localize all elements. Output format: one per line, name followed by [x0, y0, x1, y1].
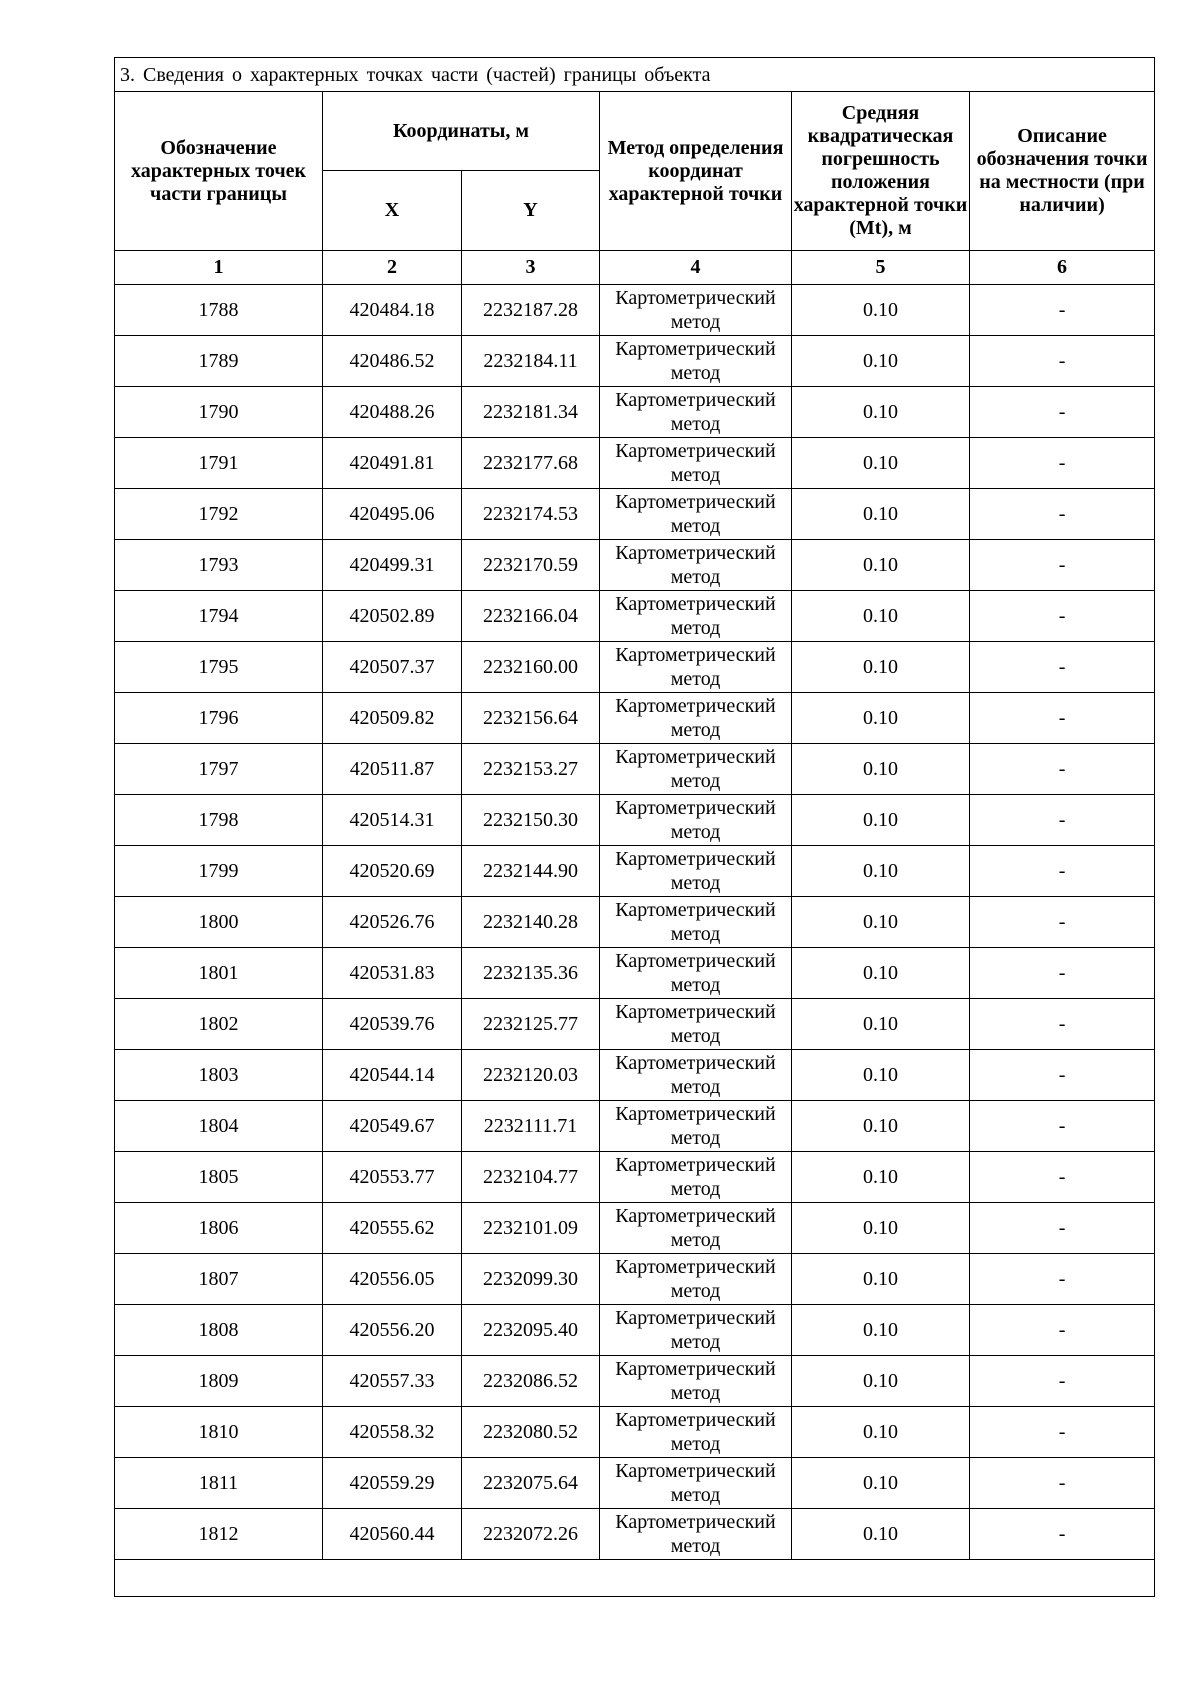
- point-number-cell: 1809: [115, 1356, 323, 1407]
- table-row: [115, 693, 1155, 744]
- mt-error-cell: 0.10: [792, 540, 970, 591]
- x-coordinate-cell: 420488.26: [323, 387, 462, 438]
- y-coordinate-cell: 2232184.11: [462, 336, 600, 387]
- mt-error-cell: 0.10: [792, 438, 970, 489]
- table-row: [115, 1050, 1155, 1101]
- description-cell: -: [970, 744, 1155, 795]
- y-coordinate-cell: 2232181.34: [462, 387, 600, 438]
- table-row: [115, 1407, 1155, 1458]
- point-number-cell: 1806: [115, 1203, 323, 1254]
- description-cell: -: [970, 540, 1155, 591]
- description-cell: -: [970, 1458, 1155, 1509]
- point-number-cell: 1796: [115, 693, 323, 744]
- point-number-cell: 1804: [115, 1101, 323, 1152]
- method-cell: Картометрический метод: [600, 1407, 792, 1458]
- description-cell: -: [970, 387, 1155, 438]
- method-cell: Картометрический метод: [600, 1050, 792, 1101]
- x-coordinate-cell: 420556.20: [323, 1305, 462, 1356]
- x-coordinate-cell: 420531.83: [323, 948, 462, 999]
- mt-error-cell: 0.10: [792, 387, 970, 438]
- description-cell: -: [970, 1305, 1155, 1356]
- description-cell: -: [970, 489, 1155, 540]
- y-coordinate-cell: 2232111.71: [462, 1101, 600, 1152]
- description-cell: -: [970, 591, 1155, 642]
- table-row: [115, 948, 1155, 999]
- point-number-cell: 1802: [115, 999, 323, 1050]
- method-cell: Картометрический метод: [600, 999, 792, 1050]
- description-cell: -: [970, 336, 1155, 387]
- method-cell: Картометрический метод: [600, 744, 792, 795]
- x-coordinate-cell: 420511.87: [323, 744, 462, 795]
- column-number: 4: [600, 251, 792, 285]
- column-number-row: [115, 251, 1155, 285]
- x-coordinate-cell: 420509.82: [323, 693, 462, 744]
- description-cell: -: [970, 1356, 1155, 1407]
- description-cell: -: [970, 285, 1155, 336]
- point-number-cell: 1810: [115, 1407, 323, 1458]
- table-row: [115, 1356, 1155, 1407]
- x-coordinate-cell: 420484.18: [323, 285, 462, 336]
- boundary-points-table: [114, 57, 1155, 1597]
- method-cell: Картометрический метод: [600, 693, 792, 744]
- description-cell: -: [970, 1203, 1155, 1254]
- section-title: 3. Сведения о характерных точках части (частей) границы объекта: [115, 58, 1155, 92]
- table-row: [115, 540, 1155, 591]
- y-coordinate-cell: 2232095.40: [462, 1305, 600, 1356]
- y-coordinate-cell: 2232156.64: [462, 693, 600, 744]
- mt-error-cell: 0.10: [792, 489, 970, 540]
- method-cell: Картометрический метод: [600, 438, 792, 489]
- point-number-cell: 1808: [115, 1305, 323, 1356]
- y-coordinate-cell: 2232101.09: [462, 1203, 600, 1254]
- y-coordinate-cell: 2232104.77: [462, 1152, 600, 1203]
- point-number-cell: 1789: [115, 336, 323, 387]
- point-number-cell: 1807: [115, 1254, 323, 1305]
- x-coordinate-cell: 420549.67: [323, 1101, 462, 1152]
- mt-error-cell: 0.10: [792, 846, 970, 897]
- x-coordinate-cell: 420558.32: [323, 1407, 462, 1458]
- header-description: Описание обозначения точки на местности (при наличии): [970, 92, 1155, 251]
- method-cell: Картометрический метод: [600, 897, 792, 948]
- column-number: 1: [115, 251, 323, 285]
- header-method: Метод определения координат характерной точки: [600, 92, 792, 251]
- y-coordinate-cell: 2232166.04: [462, 591, 600, 642]
- method-cell: Картометрический метод: [600, 642, 792, 693]
- empty-footer-row: [115, 1560, 1155, 1597]
- mt-error-cell: 0.10: [792, 1305, 970, 1356]
- method-cell: Картометрический метод: [600, 1305, 792, 1356]
- description-cell: -: [970, 1152, 1155, 1203]
- point-number-cell: 1799: [115, 846, 323, 897]
- description-cell: -: [970, 846, 1155, 897]
- x-coordinate-cell: 420557.33: [323, 1356, 462, 1407]
- x-coordinate-cell: 420556.05: [323, 1254, 462, 1305]
- y-coordinate-cell: 2232125.77: [462, 999, 600, 1050]
- mt-error-cell: 0.10: [792, 285, 970, 336]
- x-coordinate-cell: 420544.14: [323, 1050, 462, 1101]
- method-cell: Картометрический метод: [600, 591, 792, 642]
- point-number-cell: 1790: [115, 387, 323, 438]
- description-cell: -: [970, 897, 1155, 948]
- description-cell: -: [970, 1101, 1155, 1152]
- header-coordinates: Координаты, м: [323, 92, 600, 171]
- description-cell: -: [970, 1050, 1155, 1101]
- header-point-designation: Обозначение характерных точек части границы: [115, 92, 323, 251]
- point-number-cell: 1798: [115, 795, 323, 846]
- mt-error-cell: 0.10: [792, 1458, 970, 1509]
- point-number-cell: 1812: [115, 1509, 323, 1560]
- method-cell: Картометрический метод: [600, 285, 792, 336]
- point-number-cell: 1797: [115, 744, 323, 795]
- method-cell: Картометрический метод: [600, 1458, 792, 1509]
- x-coordinate-cell: 420539.76: [323, 999, 462, 1050]
- description-cell: -: [970, 1509, 1155, 1560]
- mt-error-cell: 0.10: [792, 642, 970, 693]
- table-row: [115, 1152, 1155, 1203]
- point-number-cell: 1803: [115, 1050, 323, 1101]
- empty-footer-cell: [115, 1560, 1155, 1597]
- description-cell: -: [970, 999, 1155, 1050]
- point-number-cell: 1811: [115, 1458, 323, 1509]
- method-cell: Картометрический метод: [600, 489, 792, 540]
- description-cell: -: [970, 693, 1155, 744]
- mt-error-cell: 0.10: [792, 744, 970, 795]
- x-coordinate-cell: 420486.52: [323, 336, 462, 387]
- table-row: [115, 285, 1155, 336]
- x-coordinate-cell: 420514.31: [323, 795, 462, 846]
- x-coordinate-cell: 420559.29: [323, 1458, 462, 1509]
- mt-error-cell: 0.10: [792, 591, 970, 642]
- table-row: [115, 1101, 1155, 1152]
- x-coordinate-cell: 420555.62: [323, 1203, 462, 1254]
- mt-error-cell: 0.10: [792, 1203, 970, 1254]
- table-row: [115, 489, 1155, 540]
- x-coordinate-cell: 420520.69: [323, 846, 462, 897]
- column-number: 3: [462, 251, 600, 285]
- table-row: [115, 387, 1155, 438]
- table-row: [115, 1458, 1155, 1509]
- method-cell: Картометрический метод: [600, 336, 792, 387]
- point-number-cell: 1805: [115, 1152, 323, 1203]
- table-row: [115, 438, 1155, 489]
- y-coordinate-cell: 2232187.28: [462, 285, 600, 336]
- table-row: [115, 1203, 1155, 1254]
- document-sheet: [114, 57, 1154, 1597]
- point-number-cell: 1800: [115, 897, 323, 948]
- x-coordinate-cell: 420553.77: [323, 1152, 462, 1203]
- y-coordinate-cell: 2232153.27: [462, 744, 600, 795]
- y-coordinate-cell: 2232170.59: [462, 540, 600, 591]
- y-coordinate-cell: 2232174.53: [462, 489, 600, 540]
- point-number-cell: 1793: [115, 540, 323, 591]
- mt-error-cell: 0.10: [792, 999, 970, 1050]
- mt-error-cell: 0.10: [792, 1050, 970, 1101]
- y-coordinate-cell: 2232135.36: [462, 948, 600, 999]
- table-row: [115, 1254, 1155, 1305]
- method-cell: Картометрический метод: [600, 1509, 792, 1560]
- y-coordinate-cell: 2232080.52: [462, 1407, 600, 1458]
- description-cell: -: [970, 1407, 1155, 1458]
- x-coordinate-cell: 420560.44: [323, 1509, 462, 1560]
- table-row: [115, 795, 1155, 846]
- point-number-cell: 1794: [115, 591, 323, 642]
- method-cell: Картометрический метод: [600, 540, 792, 591]
- table-row: [115, 744, 1155, 795]
- point-number-cell: 1788: [115, 285, 323, 336]
- mt-error-cell: 0.10: [792, 897, 970, 948]
- mt-error-cell: 0.10: [792, 1356, 970, 1407]
- table-row: [115, 591, 1155, 642]
- point-number-cell: 1792: [115, 489, 323, 540]
- column-number: 2: [323, 251, 462, 285]
- header-row-top: [115, 92, 1155, 171]
- table-row: [115, 846, 1155, 897]
- table-row: [115, 897, 1155, 948]
- y-coordinate-cell: 2232150.30: [462, 795, 600, 846]
- method-cell: Картометрический метод: [600, 1152, 792, 1203]
- description-cell: -: [970, 438, 1155, 489]
- mt-error-cell: 0.10: [792, 1101, 970, 1152]
- mt-error-cell: 0.10: [792, 336, 970, 387]
- method-cell: Картометрический метод: [600, 1356, 792, 1407]
- table-row: [115, 642, 1155, 693]
- method-cell: Картометрический метод: [600, 1101, 792, 1152]
- method-cell: Картометрический метод: [600, 846, 792, 897]
- point-number-cell: 1791: [115, 438, 323, 489]
- table-row: [115, 1509, 1155, 1560]
- table-body: [115, 285, 1155, 1560]
- mt-error-cell: 0.10: [792, 1407, 970, 1458]
- mt-error-cell: 0.10: [792, 693, 970, 744]
- x-coordinate-cell: 420502.89: [323, 591, 462, 642]
- mt-error-cell: 0.10: [792, 1152, 970, 1203]
- method-cell: Картометрический метод: [600, 795, 792, 846]
- header-x: X: [323, 171, 462, 251]
- y-coordinate-cell: 2232099.30: [462, 1254, 600, 1305]
- table-row: [115, 1305, 1155, 1356]
- mt-error-cell: 0.10: [792, 948, 970, 999]
- method-cell: Картометрический метод: [600, 387, 792, 438]
- mt-error-cell: 0.10: [792, 1509, 970, 1560]
- mt-error-cell: 0.10: [792, 1254, 970, 1305]
- x-coordinate-cell: 420495.06: [323, 489, 462, 540]
- table-row: [115, 999, 1155, 1050]
- header-error: Средняя квадратическая погрешность положения характерной точки (Mt), м: [792, 92, 970, 251]
- point-number-cell: 1795: [115, 642, 323, 693]
- section-title-row: [115, 58, 1155, 92]
- description-cell: -: [970, 642, 1155, 693]
- method-cell: Картометрический метод: [600, 1254, 792, 1305]
- column-number: 6: [970, 251, 1155, 285]
- y-coordinate-cell: 2232177.68: [462, 438, 600, 489]
- y-coordinate-cell: 2232075.64: [462, 1458, 600, 1509]
- x-coordinate-cell: 420507.37: [323, 642, 462, 693]
- y-coordinate-cell: 2232072.26: [462, 1509, 600, 1560]
- y-coordinate-cell: 2232086.52: [462, 1356, 600, 1407]
- y-coordinate-cell: 2232140.28: [462, 897, 600, 948]
- x-coordinate-cell: 420526.76: [323, 897, 462, 948]
- description-cell: -: [970, 795, 1155, 846]
- mt-error-cell: 0.10: [792, 795, 970, 846]
- y-coordinate-cell: 2232144.90: [462, 846, 600, 897]
- point-number-cell: 1801: [115, 948, 323, 999]
- x-coordinate-cell: 420499.31: [323, 540, 462, 591]
- column-number: 5: [792, 251, 970, 285]
- description-cell: -: [970, 948, 1155, 999]
- description-cell: -: [970, 1254, 1155, 1305]
- table-row: [115, 336, 1155, 387]
- method-cell: Картометрический метод: [600, 948, 792, 999]
- x-coordinate-cell: 420491.81: [323, 438, 462, 489]
- method-cell: Картометрический метод: [600, 1203, 792, 1254]
- header-y: Y: [462, 171, 600, 251]
- y-coordinate-cell: 2232120.03: [462, 1050, 600, 1101]
- y-coordinate-cell: 2232160.00: [462, 642, 600, 693]
